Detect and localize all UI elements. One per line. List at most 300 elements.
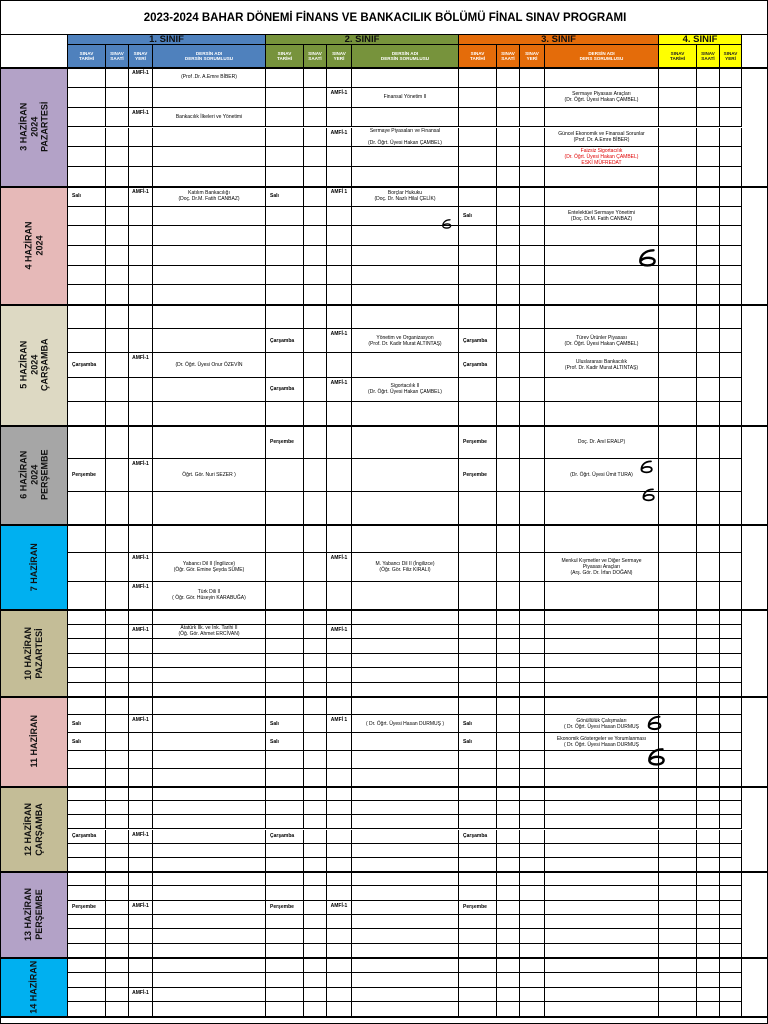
schedule-cell <box>720 801 742 815</box>
schedule-cell <box>520 426 545 459</box>
schedule-cell <box>266 751 304 769</box>
schedule-cell <box>497 801 520 815</box>
schedule-cell <box>68 426 106 459</box>
schedule-cell <box>106 68 129 88</box>
schedule-cell <box>153 1002 266 1017</box>
schedule-cell <box>68 958 106 973</box>
handwritten-mark <box>638 487 660 503</box>
schedule-cell <box>68 683 106 698</box>
schedule-cell <box>129 1002 153 1017</box>
schedule-cell <box>304 625 327 640</box>
schedule-cell <box>352 266 459 286</box>
schedule-cell <box>659 654 697 669</box>
schedule-cell <box>459 246 497 266</box>
schedule-cell <box>327 582 352 610</box>
schedule-cell <box>720 929 742 943</box>
exam-room: AMFİ-1 <box>129 68 153 88</box>
schedule-cell <box>266 305 304 329</box>
schedule-cell <box>352 625 459 640</box>
schedule-cell <box>520 751 545 769</box>
schedule-cell <box>720 68 742 88</box>
schedule-cell <box>459 147 497 167</box>
schedule-cell <box>720 305 742 329</box>
schedule-cell <box>697 958 720 973</box>
schedule-cell <box>520 207 545 227</box>
schedule-cell <box>106 402 129 426</box>
schedule-cell <box>106 128 129 148</box>
course-info: Gönüllülük Çalışmaları ( Dr. Öğrt. Üyesi Hasan DURMUŞ <box>545 715 659 733</box>
exam-day: Salı <box>459 207 497 227</box>
course-info: Yönetim ve Organizasyon (Prof. Dr. Kadir Murat ALTINTAŞ) <box>352 329 459 353</box>
schedule-cell <box>497 769 520 787</box>
schedule-cell <box>720 525 742 553</box>
schedule-cell <box>697 266 720 286</box>
exam-room: AMFİ-1 <box>129 830 153 844</box>
handwritten-mark <box>441 215 453 233</box>
schedule-cell <box>68 68 106 88</box>
schedule-cell <box>545 973 659 988</box>
course-info: (Dr. Öğrt. Üyesi Onur ÖZEVİN <box>153 353 266 377</box>
schedule-cell <box>304 683 327 698</box>
schedule-cell <box>520 625 545 640</box>
schedule-cell <box>304 147 327 167</box>
day-separator <box>1 696 768 698</box>
schedule-cell <box>459 639 497 654</box>
schedule-cell <box>697 353 720 377</box>
schedule-cell <box>520 654 545 669</box>
schedule-cell <box>520 353 545 377</box>
schedule-cell <box>659 1002 697 1017</box>
schedule-cell <box>129 697 153 715</box>
schedule-cell <box>659 668 697 683</box>
schedule-cell <box>520 285 545 305</box>
schedule-cell <box>497 733 520 751</box>
schedule-cell <box>129 167 153 187</box>
schedule-cell <box>153 901 266 915</box>
schedule-cell <box>497 973 520 988</box>
schedule-cell <box>720 915 742 929</box>
schedule-cell <box>153 944 266 958</box>
schedule-cell <box>304 697 327 715</box>
schedule-cell <box>129 147 153 167</box>
exam-day: Çarşamba <box>68 353 106 377</box>
schedule-cell <box>153 285 266 305</box>
schedule-cell <box>304 639 327 654</box>
schedule-cell <box>106 973 129 988</box>
schedule-cell <box>545 683 659 698</box>
schedule-cell <box>304 226 327 246</box>
schedule-cell <box>129 872 153 886</box>
exam-day: Salı <box>68 715 106 733</box>
schedule-cell <box>697 68 720 88</box>
schedule-cell <box>352 285 459 305</box>
schedule-cell <box>459 988 497 1003</box>
schedule-cell <box>497 944 520 958</box>
schedule-cell <box>153 426 266 459</box>
schedule-cell <box>352 901 459 915</box>
schedule-cell <box>697 207 720 227</box>
schedule-cell <box>327 525 352 553</box>
exam-room: AMFİ 1 <box>327 715 352 733</box>
schedule-cell <box>659 872 697 886</box>
schedule-cell <box>153 769 266 787</box>
schedule-cell <box>153 147 266 167</box>
schedule-cell <box>304 944 327 958</box>
schedule-cell <box>327 929 352 943</box>
schedule-cell <box>459 769 497 787</box>
exam-room: AMFİ-1 <box>129 187 153 207</box>
schedule-cell <box>545 305 659 329</box>
schedule-cell <box>520 973 545 988</box>
schedule-cell <box>720 901 742 915</box>
schedule-cell <box>266 625 304 640</box>
schedule-cell <box>68 1002 106 1017</box>
schedule-cell <box>720 285 742 305</box>
exam-day: Çarşamba <box>266 378 304 402</box>
day-separator <box>1 871 768 873</box>
schedule-cell <box>129 402 153 426</box>
schedule-cell <box>697 1002 720 1017</box>
schedule-cell <box>129 426 153 459</box>
schedule-cell <box>545 668 659 683</box>
schedule-cell <box>304 492 327 525</box>
column-header-course: DERSİN ADI DERSİN SORUMLUSU <box>153 45 266 68</box>
header-corner <box>1 35 68 68</box>
schedule-cell <box>304 830 327 844</box>
schedule-cell <box>106 625 129 640</box>
schedule-cell <box>266 769 304 787</box>
schedule-cell <box>153 207 266 227</box>
schedule-cell <box>545 187 659 207</box>
day-label: 11 HAZİRAN <box>1 697 68 787</box>
schedule-cell <box>304 582 327 610</box>
schedule-cell <box>68 815 106 829</box>
schedule-cell <box>266 88 304 108</box>
schedule-cell <box>106 915 129 929</box>
schedule-cell <box>304 329 327 353</box>
exam-room: AMFİ-1 <box>327 901 352 915</box>
schedule-cell <box>545 697 659 715</box>
schedule-cell <box>697 88 720 108</box>
schedule-cell <box>545 525 659 553</box>
schedule-cell <box>352 872 459 886</box>
schedule-cell <box>129 787 153 801</box>
schedule-cell <box>327 305 352 329</box>
schedule-cell <box>327 815 352 829</box>
schedule-cell <box>720 88 742 108</box>
schedule-cell <box>497 697 520 715</box>
handwritten-mark <box>646 712 664 734</box>
course-info: (Prof .Dr. A.Emre BİBER) <box>153 68 266 88</box>
schedule-cell <box>106 787 129 801</box>
schedule-cell <box>697 944 720 958</box>
schedule-cell <box>520 958 545 973</box>
schedule-cell <box>266 582 304 610</box>
schedule-cell <box>520 815 545 829</box>
exam-room: AMFİ-1 <box>327 128 352 148</box>
schedule-cell <box>545 654 659 669</box>
schedule-cell <box>497 226 520 246</box>
exam-day: Çarşamba <box>266 329 304 353</box>
schedule-cell <box>497 459 520 492</box>
schedule-cell <box>153 226 266 246</box>
exam-room: AMFİ-1 <box>129 582 153 610</box>
schedule-cell <box>352 459 459 492</box>
schedule-cell <box>153 525 266 553</box>
schedule-cell <box>153 492 266 525</box>
schedule-cell <box>304 872 327 886</box>
schedule-cell <box>129 801 153 815</box>
schedule-cell <box>68 872 106 886</box>
schedule-cell <box>659 246 697 266</box>
schedule-cell <box>520 1002 545 1017</box>
course-info: Borçlar Hukuku (Doç. Dr. Nazlı Hilal ÇELİK) <box>352 187 459 207</box>
class-group-header: 1. SINIF <box>68 35 266 45</box>
course-info: ( Dr. Öğrt. Üyesi Hasan DURMUŞ ) <box>352 715 459 733</box>
schedule-cell <box>459 610 497 625</box>
schedule-cell <box>106 751 129 769</box>
schedule-cell <box>106 886 129 900</box>
schedule-cell <box>327 1002 352 1017</box>
schedule-cell <box>266 787 304 801</box>
schedule-cell <box>720 147 742 167</box>
schedule-cell <box>520 733 545 751</box>
schedule-cell <box>520 88 545 108</box>
schedule-cell <box>497 668 520 683</box>
exam-room: AMFİ 1 <box>327 187 352 207</box>
schedule-cell <box>129 266 153 286</box>
day-label: 7 HAZİRAN <box>1 525 68 610</box>
schedule-cell <box>459 886 497 900</box>
schedule-cell <box>327 668 352 683</box>
schedule-cell <box>720 553 742 581</box>
day-separator <box>1 304 768 306</box>
schedule-cell <box>304 844 327 858</box>
schedule-cell <box>266 108 304 128</box>
schedule-cell <box>497 285 520 305</box>
schedule-cell <box>697 715 720 733</box>
schedule-cell <box>106 733 129 751</box>
exam-day: Çarşamba <box>459 353 497 377</box>
schedule-cell <box>459 944 497 958</box>
schedule-cell <box>520 492 545 525</box>
exam-day: Çarşamba <box>266 830 304 844</box>
schedule-cell <box>304 858 327 872</box>
course-info: Finansal Yönetim II <box>352 88 459 108</box>
exam-room: AMFİ-1 <box>129 715 153 733</box>
schedule-cell <box>497 958 520 973</box>
schedule-cell <box>266 207 304 227</box>
schedule-cell <box>106 553 129 581</box>
schedule-cell <box>520 830 545 844</box>
schedule-cell <box>106 525 129 553</box>
schedule-cell <box>697 167 720 187</box>
schedule-cell <box>304 553 327 581</box>
schedule-cell <box>459 625 497 640</box>
schedule-cell <box>497 751 520 769</box>
schedule-cell <box>659 459 697 492</box>
schedule-cell <box>720 787 742 801</box>
schedule-cell <box>497 858 520 872</box>
schedule-cell <box>153 886 266 900</box>
class-group-header: 3. SINIF <box>459 35 659 45</box>
schedule-cell <box>720 226 742 246</box>
schedule-cell <box>304 901 327 915</box>
schedule-cell <box>106 801 129 815</box>
schedule-cell <box>304 715 327 733</box>
schedule-cell <box>697 858 720 872</box>
schedule-cell <box>352 525 459 553</box>
schedule-cell <box>68 787 106 801</box>
schedule-cell <box>520 988 545 1003</box>
column-header-place: SINAV YERİ <box>520 45 545 68</box>
schedule-cell <box>720 751 742 769</box>
schedule-cell <box>153 654 266 669</box>
schedule-cell <box>720 108 742 128</box>
schedule-cell <box>266 353 304 377</box>
exam-room: AMFİ-1 <box>327 625 352 640</box>
schedule-cell <box>459 668 497 683</box>
schedule-cell <box>266 929 304 943</box>
schedule-cell <box>459 697 497 715</box>
schedule-cell <box>153 639 266 654</box>
schedule-cell <box>497 246 520 266</box>
schedule-cell <box>497 872 520 886</box>
exam-day: Çarşamba <box>68 830 106 844</box>
exam-day: Perşembe <box>459 459 497 492</box>
schedule-cell <box>720 830 742 844</box>
schedule-cell <box>697 553 720 581</box>
schedule-cell <box>545 402 659 426</box>
day-label: 5 HAZİRAN 2024 ÇARŞAMBA <box>1 305 68 426</box>
schedule-cell <box>659 147 697 167</box>
schedule-cell <box>106 167 129 187</box>
schedule-cell <box>659 492 697 525</box>
schedule-cell <box>720 654 742 669</box>
schedule-cell <box>497 167 520 187</box>
schedule-cell <box>720 844 742 858</box>
handwritten-mark <box>646 746 668 768</box>
schedule-cell <box>352 886 459 900</box>
schedule-cell <box>106 426 129 459</box>
schedule-cell <box>153 801 266 815</box>
schedule-cell <box>497 305 520 329</box>
schedule-cell <box>545 285 659 305</box>
schedule-cell <box>520 128 545 148</box>
schedule-cell <box>497 639 520 654</box>
schedule-cell <box>266 639 304 654</box>
schedule-cell <box>459 88 497 108</box>
schedule-cell <box>659 886 697 900</box>
schedule-cell <box>659 958 697 973</box>
schedule-cell <box>68 128 106 148</box>
course-info: Atatürk İlk. ve İnk. Tarihi II (Öğ. Gör. Ahmet ERCİVAN) <box>153 625 266 640</box>
schedule-cell <box>497 901 520 915</box>
schedule-cell <box>459 108 497 128</box>
schedule-cell <box>545 988 659 1003</box>
schedule-cell <box>697 668 720 683</box>
schedule-cell <box>327 769 352 787</box>
schedule-cell <box>520 668 545 683</box>
schedule-cell <box>266 266 304 286</box>
day-separator <box>1 786 768 788</box>
schedule-cell <box>497 553 520 581</box>
schedule-cell <box>106 715 129 733</box>
schedule-cell <box>659 187 697 207</box>
schedule-cell <box>68 988 106 1003</box>
exam-day: Salı <box>68 733 106 751</box>
schedule-cell <box>352 815 459 829</box>
schedule-cell <box>153 988 266 1003</box>
schedule-cell <box>304 751 327 769</box>
exam-room: AMFİ-1 <box>327 88 352 108</box>
schedule-cell <box>520 787 545 801</box>
schedule-cell <box>497 147 520 167</box>
schedule-cell <box>106 88 129 108</box>
schedule-cell <box>659 610 697 625</box>
schedule-cell <box>327 147 352 167</box>
schedule-cell <box>266 844 304 858</box>
schedule-cell <box>68 88 106 108</box>
schedule-cell <box>497 207 520 227</box>
schedule-cell <box>497 610 520 625</box>
schedule-cell <box>68 329 106 353</box>
exam-room: AMFİ-1 <box>327 553 352 581</box>
handwritten-mark <box>637 459 657 475</box>
schedule-cell <box>659 988 697 1003</box>
schedule-cell <box>327 459 352 492</box>
schedule-cell <box>153 872 266 886</box>
schedule-cell <box>153 815 266 829</box>
schedule-cell <box>327 426 352 459</box>
schedule-cell <box>459 1002 497 1017</box>
schedule-cell <box>697 285 720 305</box>
schedule-cell <box>304 285 327 305</box>
schedule-cell <box>304 246 327 266</box>
course-info: Türk Dili II ( Öğr. Gör. Hüseyin KARABUĞA) <box>153 582 266 610</box>
schedule-cell <box>106 305 129 329</box>
schedule-cell <box>129 858 153 872</box>
schedule-cell <box>545 858 659 872</box>
schedule-cell <box>153 683 266 698</box>
schedule-cell <box>304 207 327 227</box>
schedule-cell <box>697 683 720 698</box>
schedule-cell <box>520 697 545 715</box>
column-header-place: SINAV YERİ <box>327 45 352 68</box>
schedule-cell <box>106 944 129 958</box>
schedule-cell <box>720 266 742 286</box>
schedule-cell <box>720 639 742 654</box>
exam-room: AMFİ-1 <box>129 625 153 640</box>
schedule-cell <box>327 683 352 698</box>
schedule-cell <box>459 305 497 329</box>
schedule-cell <box>520 683 545 698</box>
schedule-cell <box>266 958 304 973</box>
schedule-cell <box>720 207 742 227</box>
schedule-cell <box>266 246 304 266</box>
day-separator <box>1 957 768 959</box>
schedule-cell <box>659 901 697 915</box>
course-info: Uluslararası Bankacılık (Prof. Dr. Kadir Murat ALTINTAŞ) <box>545 353 659 377</box>
schedule-cell <box>129 815 153 829</box>
schedule-cell <box>106 285 129 305</box>
column-header-date: SINAV TARİHİ <box>459 45 497 68</box>
schedule-cell <box>459 654 497 669</box>
schedule-cell <box>106 769 129 787</box>
schedule-cell <box>659 266 697 286</box>
schedule-cell <box>129 958 153 973</box>
schedule-cell <box>304 128 327 148</box>
